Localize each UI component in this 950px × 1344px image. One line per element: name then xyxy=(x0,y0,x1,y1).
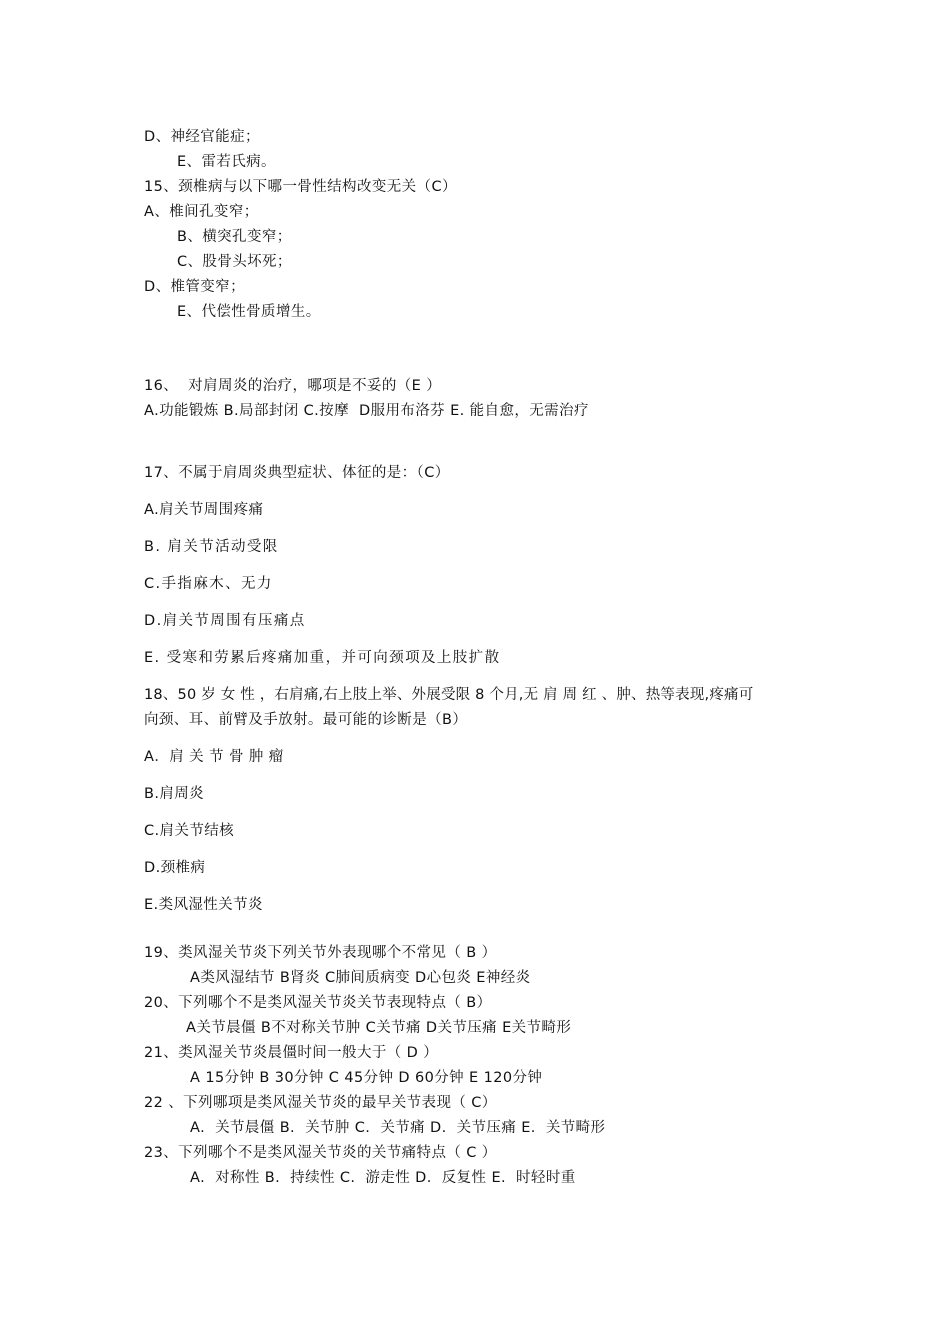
q20-question: 20、下列哪个不是类风湿关节炎关节表现特点（ B） xyxy=(144,995,492,1011)
q15-option-a: A、椎间孔变窄； xyxy=(144,204,259,220)
q15-option-b: B、横突孔变窄； xyxy=(177,229,292,245)
q17-option-e: E. 受寒和劳累后疼痛加重，并可向颈项及上肢扩散 xyxy=(144,650,501,666)
q21-options: A 15分钟 B 30分钟 C 45分钟 D 60分钟 E 120分钟 xyxy=(190,1070,543,1086)
q18-option-d: D.颈椎病 xyxy=(144,860,206,876)
q20-options: A关节晨僵 B不对称关节肿 C关节痛 D关节压痛 E关节畸形 xyxy=(186,1020,572,1036)
q17-option-b: B. 肩关节活动受限 xyxy=(144,539,279,555)
q18-option-c: C.肩关节结核 xyxy=(144,823,235,839)
q15-option-e: E、代偿性骨质增生。 xyxy=(177,304,321,320)
q18-option-a: A．肩 关 节 骨 肿 瘤 xyxy=(144,749,284,765)
q15-option-d: D、椎管变窄； xyxy=(144,279,245,295)
q19-options: A类风湿结节 B肾炎 C肺间质病变 D心包炎 E神经炎 xyxy=(190,970,531,986)
q17-question: 17、不属于肩周炎典型症状、体征的是：（C） xyxy=(144,465,450,481)
q14-option-e: E、雷若氏病。 xyxy=(177,154,276,170)
q15-question: 15、颈椎病与以下哪一骨性结构改变无关（C） xyxy=(144,179,457,195)
q19-question: 19、类风湿关节炎下列关节外表现哪个不常见（ B ） xyxy=(144,945,497,961)
q16-question: 16、 对肩周炎的治疗，哪项是不妥的（E ） xyxy=(144,378,442,394)
q17-option-a: A.肩关节周围疼痛 xyxy=(144,502,264,518)
q22-question: 22 、下列哪项是类风湿关节炎的最早关节表现（ C） xyxy=(144,1095,497,1111)
q14-option-d: D、神经官能症； xyxy=(144,129,260,145)
q18-question-line2: 向颈、耳、前臂及手放射。最可能的诊断是（B） xyxy=(144,712,468,728)
q21-question: 21、类风湿关节炎晨僵时间一般大于（ D ） xyxy=(144,1045,439,1061)
q17-option-c: C.手指麻木、无力 xyxy=(144,576,273,592)
q18-option-e: E.类风湿性关节炎 xyxy=(144,897,263,913)
q16-options: A.功能锻炼 B.局部封闭 C.按摩 D服用布洛芬 E. 能自愈，无需治疗 xyxy=(144,403,589,419)
q22-options: A. 关节晨僵 B. 关节肿 C. 关节痛 D. 关节压痛 E. 关节畸形 xyxy=(190,1120,606,1136)
q18-option-b: B.肩周炎 xyxy=(144,786,205,802)
q23-options: A. 对称性 B. 持续性 C. 游走性 D. 反复性 E. 时轻时重 xyxy=(190,1170,576,1186)
q23-question: 23、下列哪个不是类风湿关节炎的关节痛特点（ C ） xyxy=(144,1145,497,1161)
q15-option-c: C、股骨头坏死； xyxy=(177,254,292,270)
q18-question-line1: 18、50 岁 女 性 ，右肩痛,右上肢上举、外展受限 8 个月,无 肩 周 红 、肿、热等表现,疼痛可 xyxy=(144,687,754,703)
q17-option-d: D.肩关节周围有压痛点 xyxy=(144,613,306,629)
